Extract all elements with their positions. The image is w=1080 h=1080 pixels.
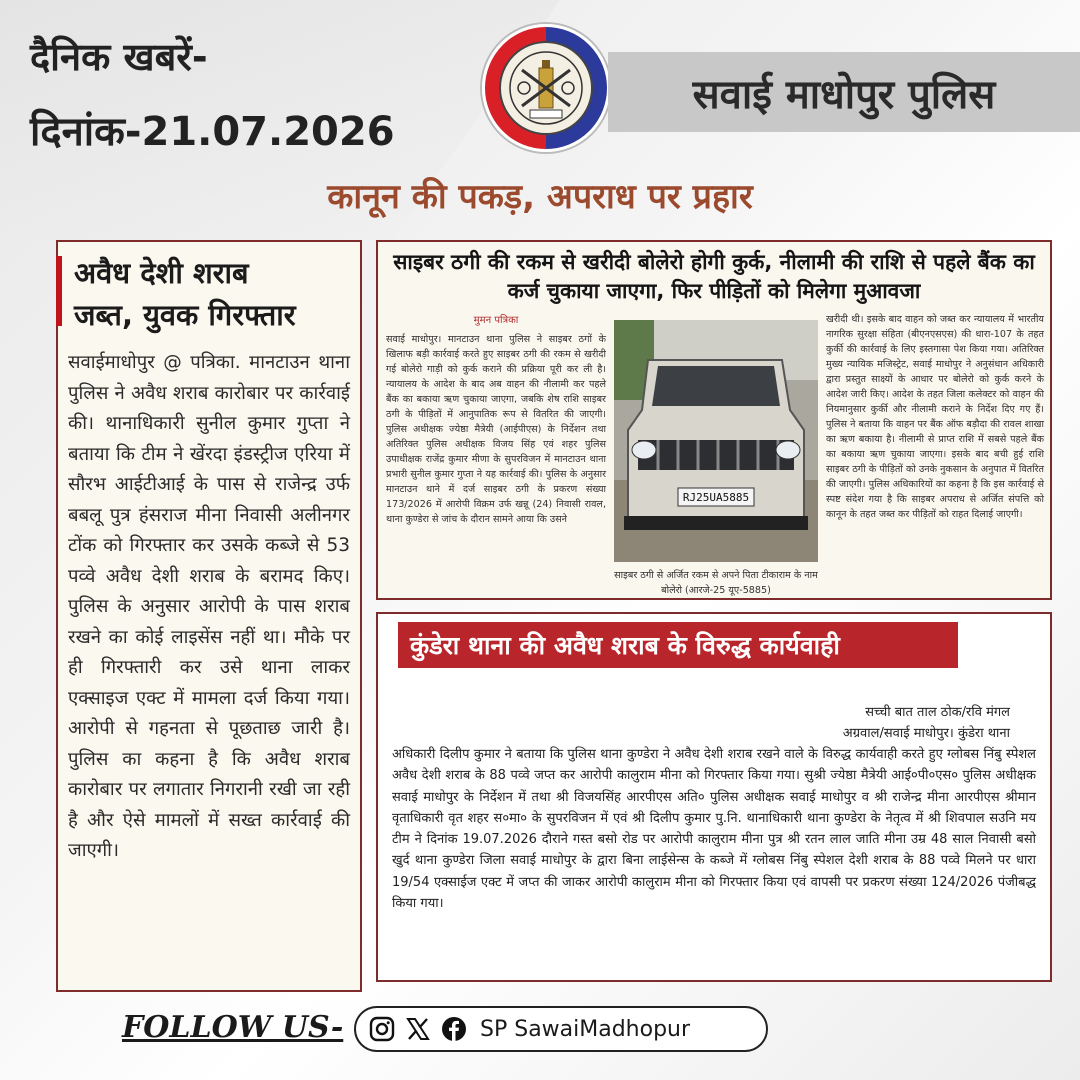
social-handle-pill[interactable] — [354, 1006, 768, 1052]
article-source: मुमन पत्रिका — [473, 315, 519, 326]
instagram-icon[interactable] — [368, 1015, 396, 1043]
news-date: दिनांक-21.07.2026 — [30, 109, 395, 155]
left-headline-line1: अवैध देशी शराब — [74, 256, 249, 290]
top-right-news-clipping — [376, 240, 1052, 600]
bottom-right-news-clipping — [376, 612, 1052, 982]
left-headline-line2: जब्त, युवक गिरफ्तार — [74, 298, 296, 332]
top-right-column-1 — [386, 312, 606, 527]
police-title: सवाई माधोपुर पुलिस — [692, 71, 996, 118]
byline-line2: अग्रवाल/सवाई माधोपुर। कुंडेरा थाना — [842, 726, 1010, 741]
x-icon[interactable] — [404, 1015, 432, 1043]
bottom-right-byline — [388, 702, 1040, 744]
left-headline — [68, 252, 350, 336]
photo-caption: साइबर ठगी से अर्जित रकम से अपने पिता टीकाराम के नाम बोलेरो (आरजे-25 यूए-5885) — [614, 570, 818, 596]
daily-news-title: दैनिक खबरें- — [30, 35, 208, 79]
bottom-right-headline: कुंडेरा थाना की अवैध शराब के विरुद्ध कार्यवाही — [398, 622, 958, 668]
rajasthan-police-emblem-icon — [482, 24, 610, 152]
top-right-column-3-text: खरीदी थी। इसके बाद वाहन को जब्त कर न्यायालय में भारतीय नागरिक सुरक्षा संहिता (बीएनएसएस) की धारा-107 के तहत कुर्की की कार्रवाई के लिए इस्तगासा पेश किया गया। अतिरिक्त मुख्य न्यायिक मजिस्ट्रेट, सवाई माधोपुर ने अनुसंधान अधिकारी द्वारा प्रस्तुत साक्ष्यों के आधार पर बोलेरो को कुर्क करने के आदेश जारी किए। आदेश के तहत जिला कलेक्टर को वाहन की नियमानुसार कुर्की और नीलामी कराने के निर्देश दिए गए हैं। पुलिस ने बताया कि वाहन पर बैंक ऑफ बड़ौदा की रावल शाखा का ऋण बकाया है। नीलामी से प्राप्त राशि में सबसे पहले बैंक का बकाया ऋण चुकाया जाएगा। इसके बाद बची हुई राशि साइबर ठगी के पीड़ितों को उनके नुकसान के अनुपात में वितरित की जाएगी। पुलिस अधिकारियों का कहना है कि इस कार्रवाई से स्पष्ट संदेश गया है कि साइबर अपराध से अर्जित संपत्ति को कानून के तहत जब्त कर पीड़ितों को राहत दिलाई जाएगी। — [826, 314, 1044, 520]
headline-accent-bar — [56, 256, 62, 326]
tagline: कानून की पकड़, अपराध पर प्रहार — [327, 177, 753, 217]
bolero-photo — [614, 320, 818, 562]
left-article-body: सवाईमाधोपुर @ पत्रिका. मानटाउन थाना पुलिस ने अवैध शराब कारोबार पर कार्रवाई की। थानाधिकारी सुनील कुमार गुप्ता ने बताया कि टीम ने खेंरदा इंडस्ट्रीज एरिया में सौरभ आईटीआई के पास से राजेन्द्र उर्फ बबलू पुत्र हंसराज मीना निवासी अलीनगर टोंक को गिरफ्तार कर उसके कब्जे से 53 पव्वे अवैध देशी शराब के बरामद किए। पुलिस के अनुसार आरोपी के पास शराब रखने का कोई लाइसेंस नहीं था। मौके पर ही गिरफ्तारी कर उसे थाना लाकर एक्साइज एक्ट में मामला दर्ज किया गया। आरोपी से गहनता से पूछताछ जारी है। पुलिस का कहना है कि अवैध शराब कारोबार पर लगातार निगरानी रखी जा रही है और ऐसे मामलों में सख्त कार्रवाई की जाएगी। — [68, 352, 350, 861]
number-plate: RJ25UA5885 — [682, 491, 750, 504]
follow-us-label: FOLLOW US- — [122, 1010, 344, 1045]
top-right-column-3 — [826, 312, 1044, 522]
facebook-icon[interactable] — [440, 1015, 468, 1043]
bottom-right-article-body: अधिकारी दिलीप कुमार ने बताया कि पुलिस थाना कुण्डेरा ने अवैध देशी शराब रखने वाले के विरुद्ध कार्यवाही करते हुए ग्लोबस निंबु स्पेशल अवैध देशी शराब के 88 पव्वे जप्त कर आरोपी कालुराम मीना को गिरफ्तार किया गया। सुश्री ज्येष्ठा मैत्रेयी आई०पी०एस० पुलिस अधीक्षक सवाई माधोपुर के निर्देशन में तथा श्री विजयसिंह आरपीएस अति० पुलिस अधीक्षक सवाई माधोपुर व श्री राजेन्द्र मीना आरपीएस श्रीमान वृताधिकारी वृत शहर स०मा० के सुपरविजन में एवं श्री दिलीप कुमार पु.नि. थानाधिकारी थाना कुण्डेरा के नेतृत्व में श्री शिवपाल सउनि मय टीम ने दिनांक 19.07.2026 दौराने गस्त बसो रोड पर आरोपी कालुराम मीना पुत्र श्री रतन लाल जाति मीना उम्र 48 साल निवासी बसो खुर्द थाना कुण्डेरा जिला सवाई माधोपुर के द्वारा बिना लाईसेन्स के कब्जे में ग्लोबस निंबु स्पेशल देशी शराब के 88 पव्वे मिलने पर धारा 19/54 एक्साईज एक्ट में जप्त की जाकर आरोपी कालुराम मीना को गिरफ्तार किया एवं वापसी पर प्रकरण संख्या 124/2026 पंजीबद्ध किया गया। — [392, 747, 1036, 912]
left-news-clipping — [56, 240, 362, 992]
top-right-column-1-text: सवाई माधोपुर। मानटाउन थाना पुलिस ने साइबर ठगों के खिलाफ बड़ी कार्रवाई करते हुए साइबर ठगी की रकम से खरीदी गई बोलेरो गाड़ी को कुर्क कराने की प्रक्रिया पूरी कर ली है। न्यायालय के आदेश के बाद अब वाहन की नीलामी कर पहले बैंक का बकाया ऋण चुकाया जाएगा, जबकि शेष राशि साइबर ठगी के पीड़ितों में आनुपातिक रूप से वितरित की जाएगी। पुलिस अधीक्षक ज्येष्ठा मैत्रेयी (आईपीएस) के निर्देशन तथा अतिरिक्त पुलिस अधीक्षक विजय सिंह एवं शहर पुलिस उपाधीक्षक राजेंद्र कुमार मीणा के सुपरविजन में मानटाउन थाना प्रभारी सुनील कुमार गुप्ता ने यह कार्रवाई की। पुलिस के अनुसार मानटाउन थाने में दर्ज साइबर ठगी के प्रकरण संख्या 173/2026 में आरोपी विक्रम उर्फ खन्नू (24) निवासी रावल, थाना कुण्डेरा से जांच के दौरान सामने आया कि उसने — [386, 334, 606, 525]
police-title-banner — [608, 52, 1080, 132]
top-right-headline: साइबर ठगी की रकम से खरीदी बोलेरो होगी कुर्क, नीलामी की राशि से पहले बैंक का कर्ज चुकाया जाएगा, फिर पीड़ितों को मिलेगा मुआवजा — [393, 250, 1035, 303]
byline-line1: सच्ची बात ताल ठोक/रवि मंगल — [865, 705, 1010, 720]
social-handle[interactable]: SP SawaiMadhopur — [480, 1016, 691, 1042]
